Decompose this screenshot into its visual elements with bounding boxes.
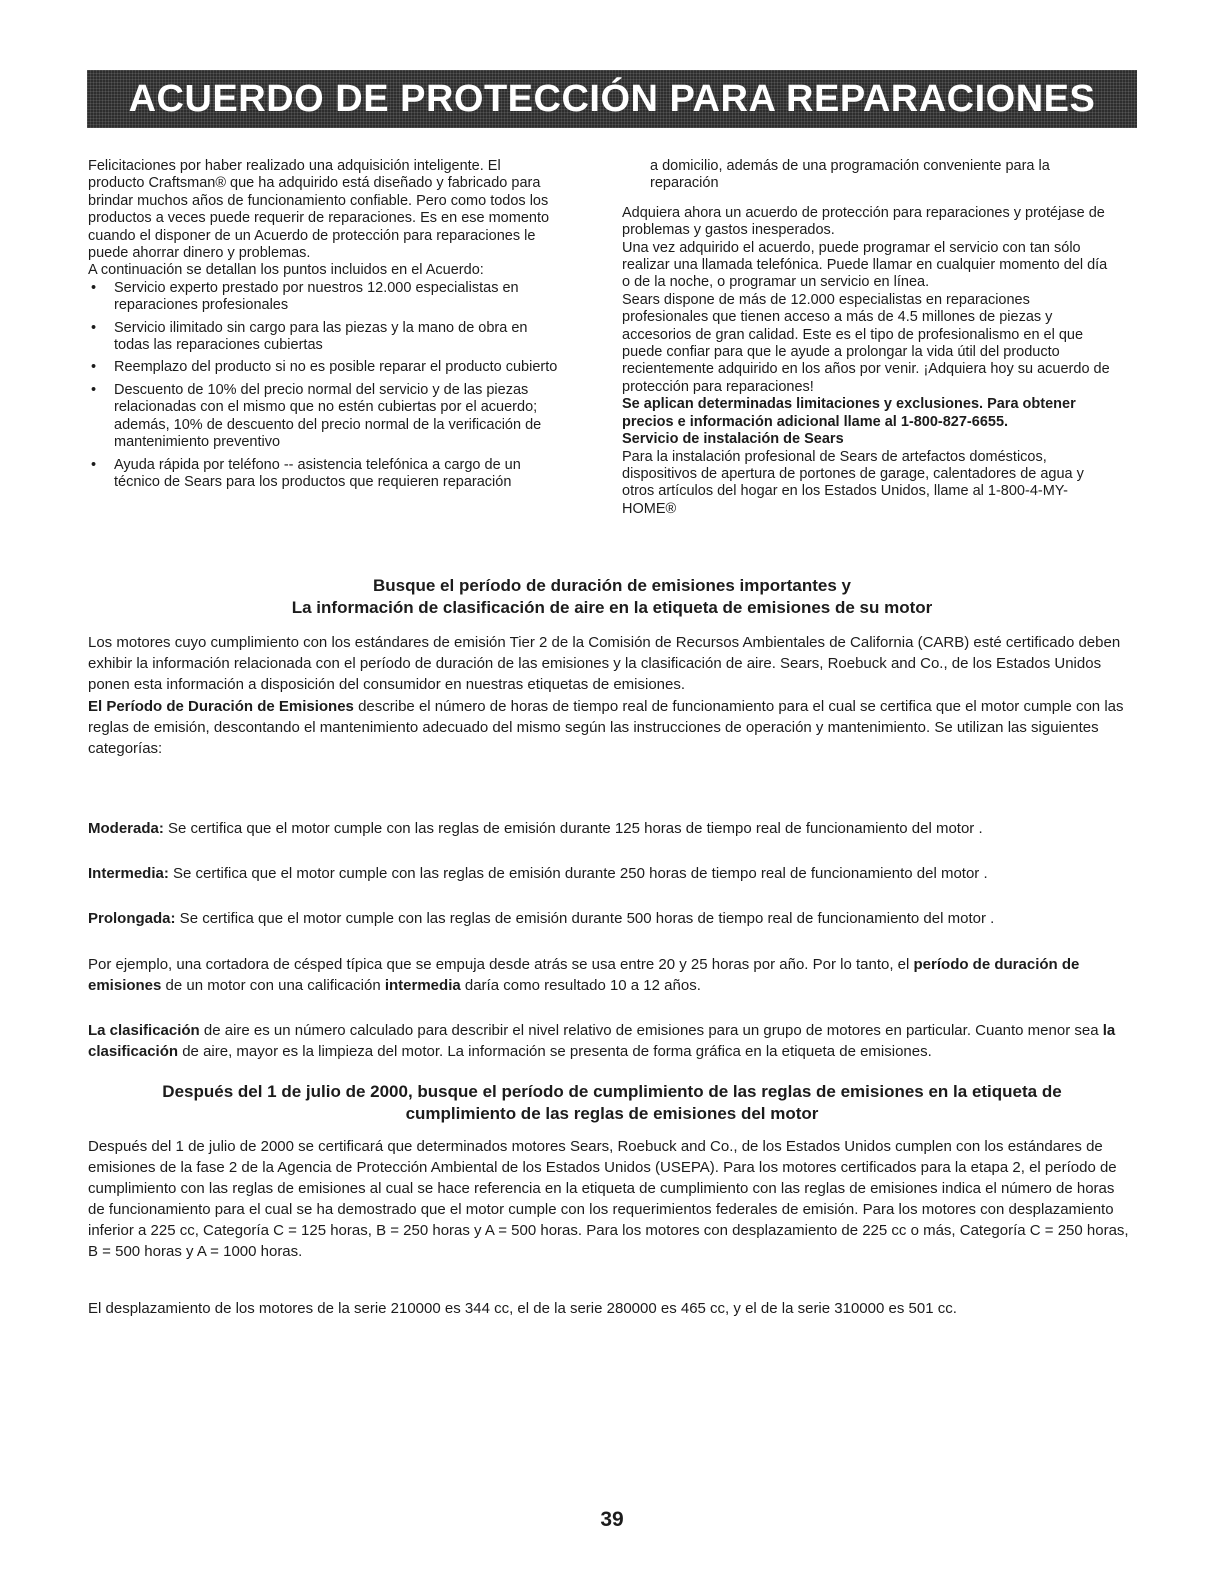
list-item: • Ayuda rápida por teléfono -- asistencia telefónica a cargo de un técnico de Sears para los productos que requieren reparación [91, 456, 521, 490]
carb-paragraph: Los motores cuyo cumplimiento con los estándares de emisión Tier 2 de la Comisión de Recursos Ambientales de California (CARB) esté certificado deben exhibir la información relacionada con el período de duración de las emisiones y la clasificación de aire. Sears, Roebuck and Co., de los Estados Unidos ponen esta información a disposición del consumidor en nuestras etiquetas de emisiones. [88, 634, 1121, 693]
bullet-icon: • [91, 456, 97, 473]
list-item: • Servicio ilimitado sin cargo para las piezas y la mano de obra en todas las reparaciones cubiertas [91, 319, 528, 354]
installation-title: Servicio de instalación de Sears [622, 431, 844, 448]
list-intro: A continuación se detallan los puntos incluidos en el Acuerdo: [88, 262, 484, 279]
bullet-icon: • [91, 319, 97, 336]
section-emissions-title-line1: Busque el período de duración de emisiones importantes y [373, 576, 851, 595]
bullet-icon: • [91, 359, 97, 376]
air-rating-paragraph: La clasificación de aire es un número calculado para describir el nivel relativo de emisiones para un grupo de motores en particular. Cuanto menor sea la clasificación de aire, mayor es la limpieza del motor. La información se presenta de forma gráfica en la etiqueta de emisiones. [88, 1022, 1116, 1060]
category-prolongada: Prolongada: Se certifica que el motor cumple con las reglas de emisión durante 500 horas de tiempo real de funcionamiento del motor . [88, 910, 995, 927]
displacement-paragraph: El desplazamiento de los motores de la serie 210000 es 344 cc, el de la serie 280000 es 465 cc, y el de la serie 310000 es 501 cc. [88, 1300, 957, 1317]
section-compliance-title-line2: cumplimiento de las reglas de emisiones del motor [405, 1104, 819, 1123]
installation-text: Para la instalación profesional de Sears de artefactos domésticos, dispositivos de apertura de portones de garage, calentadores de agua y otros artículos del hogar en los Estados Unidos, llame al 1-800-4-MY-HOME® [622, 448, 1084, 517]
bullet-icon: • [91, 381, 97, 398]
bullet-icon: • [91, 279, 97, 296]
intro-paragraph: Felicitaciones por haber realizado una adquisición inteligente. El producto Craftsman® que ha adquirido está diseñado y fabricado para brindar muchos años de funcionamiento confiable. Pero como todos los productos a veces puede requerir de reparaciones. Es en ese momento cuando el disponer de un Acuerdo de protección para reparaciones le puede ahorrar dinero y problemas. [88, 158, 550, 262]
category-intermedia: Intermedia: Se certifica que el motor cumple con las reglas de emisión durante 250 horas de tiempo real de funcionamiento del motor . [88, 865, 988, 882]
page-number: 39 [600, 1508, 624, 1531]
purchase-paragraph: Adquiera ahora un acuerdo de protección para reparaciones y protéjase de problemas y gastos inesperados. [622, 204, 1105, 239]
list-item: • Servicio experto prestado por nuestros 12.000 especialistas en reparaciones profesionales [91, 279, 519, 314]
section-compliance-title-line1: Después del 1 de julio de 2000, busque el período de cumplimiento de las reglas de emisiones en la etiqueta de [162, 1082, 1062, 1101]
duration-paragraph: El Período de Duración de Emisiones describe el número de horas de tiempo real de funcionamiento para el cual se certifica que el motor cumple con las reglas de emisión, descontando el mantenimiento adecuado del mismo según las instrucciones de operación y mantenimiento. Se utilizan las siguientes categorías: [88, 698, 1124, 757]
section-emissions-title-line2: La información de clasificación de aire en la etiqueta de emisiones de su motor [291, 598, 933, 617]
limitations-notice: Se aplican determinadas limitaciones y exclusiones. Para obtener precios e información adicional llame al 1-800-827-6655. [622, 396, 1076, 430]
right-column [622, 158, 1112, 518]
specialists-paragraph: Sears dispone de más de 12.000 especialistas en reparaciones profesionales que tienen acceso a más de 4.5 millones de piezas y accesorios de gran calidad. Este es el tipo de profesionalismo en el que puede confiar para que le ayude a prolongar la vida útil del producto recientemente adquirido en los años por venir. ¡Adquiera hoy su acuerdo de protección para reparaciones! [622, 291, 1110, 395]
title-banner [87, 70, 1137, 128]
list-item: • Reemplazo del producto si no es posible reparar el producto cubierto [91, 359, 558, 376]
list-item: • Descuento de 10% del precio normal del servicio y de las piezas relacionadas con el mismo que no estén cubiertas por el acuerdo; además, 10% de descuento del precio normal de la verificación de mantenimiento preventivo [91, 381, 542, 451]
bullet-continuation: a domicilio, además de una programación conveniente para la reparación [650, 158, 1050, 192]
schedule-paragraph: Una vez adquirido el acuerdo, puede programar el servicio con tan sólo realizar una llamada telefónica. Puede llamar en cualquier momento del día o de la noche, o programar un servicio en línea. [622, 239, 1108, 291]
usepa-paragraph: Después del 1 de julio de 2000 se certificará que determinados motores Sears, Roebuck and Co., de los Estados Unidos cumplen con los estándares de emisiones de la fase 2 de la Agencia de Protección Ambiental de los Estados Unidos (USEPA). Para los motores certificados para la etapa 2, el período de cumplimiento con las reglas de emisiones al cual se hace referencia en la etiqueta de cumplimiento con las reglas de emisiones indica el número de horas de funcionamiento para el cual se ha demostrado que el motor cumple con los requerimientos federales de emisión. Para los motores con desplazamiento inferior a 225 cc, Categoría C = 125 horas, B = 250 horas y A = 500 horas. Para los motores con desplazamiento de 225 cc o más, Categoría C = 250 horas, B = 500 horas y A = 1000 horas. [88, 1138, 1129, 1260]
page-title: ACUERDO DE PROTECCIÓN PARA REPARACIONES [128, 77, 1096, 120]
left-column [88, 158, 558, 496]
example-paragraph: Por ejemplo, una cortadora de césped típica que se empuja desde atrás se usa entre 20 y 25 horas por año. Por lo tanto, el período de duración de emisiones de un motor con una calificación intermedia daría como resultado 10 a 12 años. [88, 956, 1080, 994]
benefits-list [88, 280, 558, 491]
category-moderada: Moderada: Se certifica que el motor cumple con las reglas de emisión durante 125 horas de tiempo real de funcionamiento del motor . [88, 820, 983, 837]
